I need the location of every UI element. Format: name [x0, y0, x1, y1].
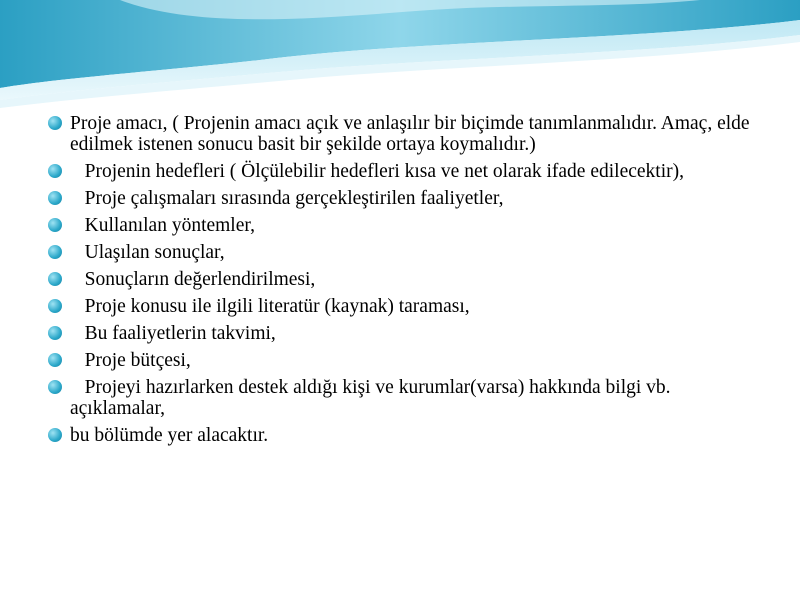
list-item [48, 269, 768, 290]
list-item-text: Proje konusu ile ilgili literatür (kaynak) taraması, [70, 296, 470, 317]
circle-bullet-icon [48, 218, 62, 232]
circle-bullet-icon [48, 299, 62, 313]
list-item [48, 188, 768, 209]
list-item-text: Kullanılan yöntemler, [70, 215, 255, 236]
circle-bullet-icon [48, 245, 62, 259]
list-item-text: Ulaşılan sonuçlar, [70, 242, 225, 263]
list-item-text: Projeyi hazırlarken destek aldığı kişi ve kurumlar(varsa) hakkında bilgi vb. açıklamalar, [70, 377, 676, 419]
circle-bullet-icon [48, 272, 62, 286]
circle-bullet-icon [48, 353, 62, 367]
circle-bullet-icon [48, 380, 62, 394]
list-item [48, 350, 768, 371]
bullet-list [48, 113, 768, 452]
circle-bullet-icon [48, 428, 62, 442]
circle-bullet-icon [48, 164, 62, 178]
list-item-text: Proje amacı, ( Projenin amacı açık ve anlaşılır bir biçimde tanımlanmalıdır. Amaç, elde edilmek istenen sonucu basit bir şekilde ortaya koymalıdır.) [70, 113, 755, 155]
list-item [48, 425, 768, 446]
list-item [48, 242, 768, 263]
header-wave-decoration [0, 0, 800, 110]
circle-bullet-icon [48, 191, 62, 205]
list-item-text: Proje bütçesi, [70, 350, 191, 371]
circle-bullet-icon [48, 116, 62, 130]
list-item-text: Bu faaliyetlerin takvimi, [70, 323, 276, 344]
list-item-text: Sonuçların değerlendirilmesi, [70, 269, 316, 290]
list-item [48, 296, 768, 317]
circle-bullet-icon [48, 326, 62, 340]
list-item-text: Projenin hedefleri ( Ölçülebilir hedefleri kısa ve net olarak ifade edilecektir), [70, 161, 684, 182]
list-item [48, 113, 768, 155]
list-item [48, 215, 768, 236]
list-item-text: Proje çalışmaları sırasında gerçekleştirilen faaliyetler, [70, 188, 504, 209]
list-item [48, 377, 768, 419]
list-item [48, 161, 768, 182]
list-item-text: bu bölümde yer alacaktır. [70, 425, 269, 446]
list-item [48, 323, 768, 344]
